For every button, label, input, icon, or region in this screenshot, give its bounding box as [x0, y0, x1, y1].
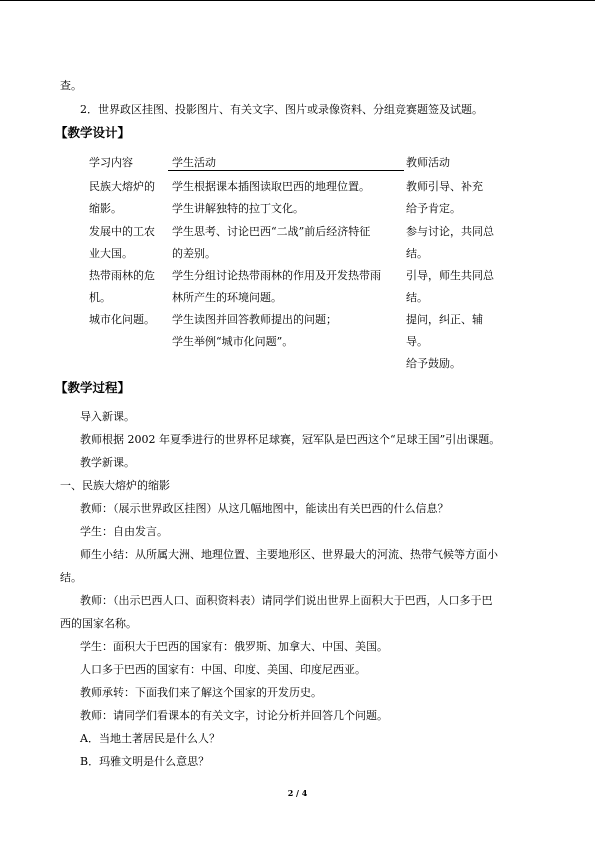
- text-line: 学生：面积大于巴西的国家有：俄罗斯、加拿大、中国、美国。: [80, 640, 388, 653]
- text-line: 结。: [60, 571, 82, 584]
- text-line: A．当地土著居民是什么人？: [80, 732, 220, 745]
- table-cell-teacher: 导。: [406, 335, 428, 348]
- text-line: 教师：（展示世界政区挂图）从这几幅地图中，能读出有关巴西的什么信息？: [80, 502, 449, 515]
- text-line: 师生小结：从所属大洲、地理位置、主要地形区、世界最大的河流、热带气候等方面小: [80, 548, 498, 561]
- text-line: 教师：请同学们看课本的有关文字，讨论分析并回答几个问题。: [80, 709, 388, 722]
- table-cell-teacher: 提问，纠正、辅: [406, 313, 483, 326]
- table-cell-teacher: 教师引导、补充: [406, 180, 483, 193]
- text-line: 教师承转：下面我们来了解这个国家的开发历史。: [80, 686, 322, 699]
- section-heading-design: 【教学设计】: [55, 125, 131, 140]
- text-line: 教师根据 2002 年夏季进行的世界杯足球赛，冠军队是巴西这个“足球王国”引出课题。: [80, 433, 501, 446]
- text-line: 西的国家名称。: [60, 617, 137, 630]
- page-top-rule: [0, 0, 595, 1]
- table-cell-teacher: 结。: [406, 247, 428, 260]
- table-cell-content: 机。: [89, 291, 111, 304]
- table-cell-content: 城市化问题。: [89, 313, 155, 326]
- text-line: 导入新课。: [80, 410, 135, 423]
- table-cell-student: 林所产生的环境问题。: [172, 291, 282, 304]
- table-header-student: 学生活动: [172, 156, 216, 169]
- table-cell-student: 学生思考、讨论巴西“二战”前后经济特征: [172, 225, 371, 238]
- text-line: 学生：自由发言。: [80, 525, 168, 538]
- table-cell-teacher: 引导，师生共同总: [406, 269, 494, 282]
- table-cell-teacher: 结。: [406, 291, 428, 304]
- table-cell-student: 学生根据课本插图读取巴西的地理位置。: [172, 180, 370, 193]
- text-line: 人口多于巴西的国家有：中国、印度、美国、印度尼西亚。: [80, 663, 366, 676]
- text-line: 教学新课。: [80, 456, 135, 469]
- table-cell-content: 民族大熔炉的: [89, 180, 155, 193]
- table-header-teacher: 教师活动: [406, 156, 450, 169]
- page-number: 2 / 4: [287, 788, 308, 798]
- table-cell-student: 的差别。: [172, 247, 216, 260]
- table-cell-content: 热带雨林的危: [89, 269, 155, 282]
- table-cell-content: 发展中的工农: [89, 225, 155, 238]
- table-header-underline: [168, 170, 404, 171]
- table-header-content: 学习内容: [89, 156, 133, 169]
- table-cell-teacher: 参与讨论，共同总: [406, 225, 494, 238]
- table-cell-student: 学生举例“城市化问题”。: [172, 335, 294, 348]
- table-cell-student: 学生读图并回答教师提出的问题；: [172, 313, 337, 326]
- table-cell-teacher: 给予鼓励。: [406, 357, 461, 370]
- table-cell-student: 学生讲解独特的拉丁文化。: [172, 202, 304, 215]
- table-cell-student: 学生分组讨论热带雨林的作用及开发热带雨: [172, 269, 381, 282]
- text-line: 教师：（出示巴西人口、面积资料表）请同学们说出世界上面积大于巴西，人口多于巴: [80, 594, 493, 607]
- text-line-materials: 2．世界政区挂图、投影图片、有关文字、图片或录像资料、分组竞赛题签及试题。: [80, 103, 483, 116]
- table-cell-content: 缩影。: [89, 202, 122, 215]
- text-line: B．玛雅文明是什么意思？: [80, 755, 210, 768]
- text-line-cha: 查。: [60, 79, 82, 92]
- table-cell-content: 业大国。: [89, 247, 133, 260]
- section-heading-process: 【教学过程】: [55, 380, 131, 395]
- text-line: 一、民族大熔炉的缩影: [60, 479, 170, 492]
- table-cell-teacher: 给予肯定。: [406, 202, 461, 215]
